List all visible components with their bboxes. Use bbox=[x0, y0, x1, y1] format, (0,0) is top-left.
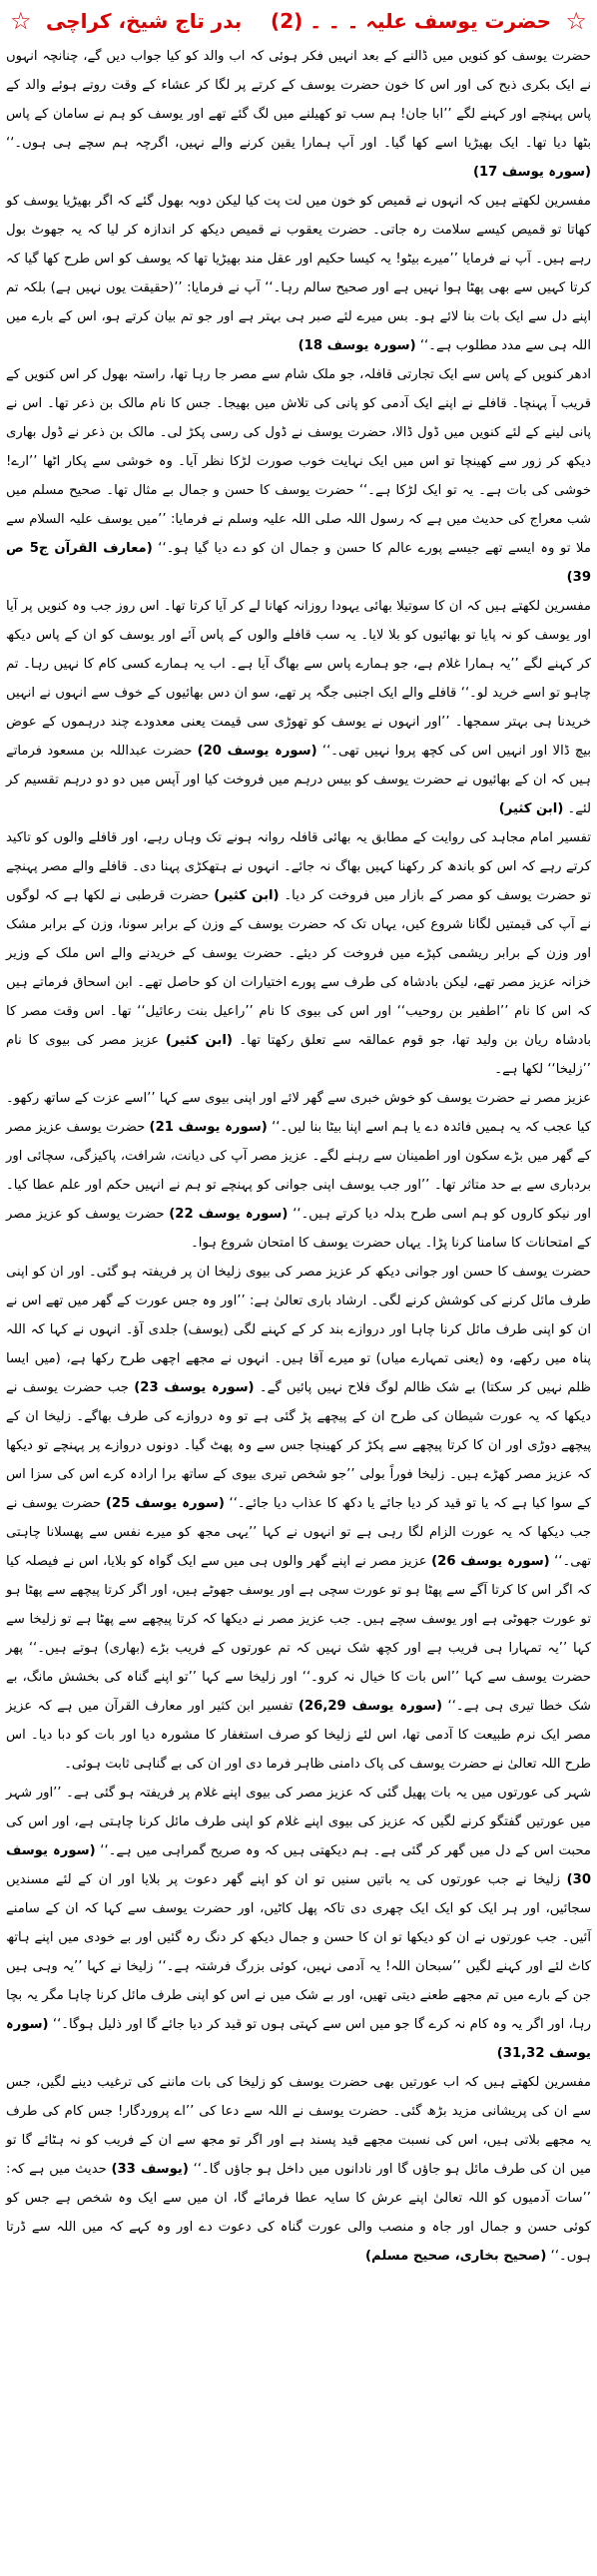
text-segment: حضرت یوسف نے جب دیکھا کہ یہ عورت الزام لگا رہی ہے تو انہوں نے کہا ’’یہی مجھ کو میرے نفس سے پھسلانا چاہتی تھی۔‘‘ bbox=[6, 1496, 591, 1569]
quran-reference: (سورہ یوسف 23) bbox=[134, 1380, 255, 1395]
text-segment: زلیخا نے جب عورتوں کی یہ باتیں سنیں تو ان کو اپنے گھر دعوت پر بلایا اور ان کے لئے مسندیں سجائیں، اور ہر ایک کو ایک ایک چھری دی تاکہ پھل کاٹیں، اور حضرت یوسف سے کہا کہ ان کے سامنے آئیں۔ جب عورتوں نے ان کو دیکھا تو ان کا حسن و جمال دیکھ کر دنگ رہ گئیں اور بے خودی میں اپنے ہاتھ کاٹ لئے اور کہنے لگیں ’’سبحان اللہ! یہ آدمی نہیں، کوئی بزرگ فرشتہ ہے۔‘‘ زلیخا نے کہا ’’یہ وہی ہیں جن کے بارے میں تم مجھے طعنے دیتی تھیں، اور بے شک میں نے اس کو اپنی طرف مائل کرنا چاہا مگر یہ بچا رہا، اور اگر یہ وہ کام نہ کرے گا جو میں اس سے کہتی ہوں تو قید کر دیا جائے گا اور ذلیل ہوگا۔‘‘ bbox=[6, 1872, 591, 2032]
text-segment: حضرت یوسف کو عزیز مصر کے امتحانات کا سامنا کرنا پڑا۔ یہاں حضرت یوسف کا امتحان شروع ہوا۔ bbox=[6, 1207, 591, 1251]
quran-reference: (سورہ یوسف 26,29) bbox=[298, 1699, 443, 1714]
quran-reference: (سورہ یوسف 31,32) bbox=[6, 2017, 591, 2061]
text-segment: مفسرین لکھتے ہیں کہ ان کا سوتیلا بھائی یہودا روزانہ کھانا لے کر آیا کرتا تھا۔ اس روز جب وہ کنویں پر آیا اور یوسف کو نہ پایا تو بھائیوں کو بلا لایا۔ یہ سب قافلے والوں کے پاس آئے اور یوسف کو ان کے پاس دیکھ کر کہنے لگے ’’یہ ہمارا غلام ہے، جو ہمارے پاس سے بھاگ آیا ہے۔ اب یہ ہمارے کسی کام کا نہیں رہا۔ تم چاہو تو اسے خرید لو۔‘‘ قافلے والے ایک اجنبی جگہ پر تھے، سو ان دس بھائیوں کے خوف سے انہوں نے انہیں خریدنا ہی بہتر سمجھا۔ ’’اور انہوں نے یوسف کو تھوڑی سی قیمت یعنی معدودے چند درہموں کے عوض بیچ ڈالا اور انہیں اس کی کچھ پروا نہیں تھی۔‘‘ bbox=[6, 599, 591, 759]
star-icon: ☆ bbox=[565, 7, 587, 35]
text-segment: تفسیر امام مجاہد کی روایت کے مطابق یہ بھائی قافلہ روانہ ہونے تک وہاں رہے، اور قافلے والوں کو تاکید کرتے رہے کہ اس کو باندھ کر رکھنا کہیں بھاگ نہ جائے۔ انہوں نے ہتھکڑی پہنا دی۔ قافلے والے مصر پہنچے تو حضرت یوسف کو مصر کے بازار میں فروخت کر دیا۔ bbox=[6, 830, 592, 903]
text-segment: تفسیر ابن کثیر اور معارف القرآن میں ہے کہ عزیز مصر ایک نرم طبیعت کا آدمی تھا، اس لئے زلیخا کو صرف استغفار کا مشورہ دیا اور بات کو دبا دیا۔ اس طرح اللہ تعالیٰ نے حضرت یوسف کی پاک دامنی ظاہر فرما دی اور ان کی بے گناہی ثابت ہوئی۔ bbox=[6, 1699, 591, 1772]
paragraph bbox=[6, 823, 591, 1084]
quran-reference: (سورہ یوسف 26) bbox=[431, 1554, 550, 1569]
text-segment: حدیث میں ہے کہ: ’’سات آدمیوں کو اللہ تعالیٰ اپنے عرش کا سایہ عطا فرمائے گا، ان میں سے ایک وہ شخص ہے جس کو کوئی حسن و جمال اور جاہ و منصب والی عورت گناہ کی دعوت دے اور وہ کہے کہ میں اللہ سے ڈرتا ہوں۔‘‘ bbox=[6, 2162, 591, 2264]
quran-reference: (سورہ یوسف 25) bbox=[105, 1496, 225, 1511]
quran-reference: (سورہ یوسف 20) bbox=[197, 744, 317, 759]
text-segment: شہر کی عورتوں میں یہ بات پھیل گئی کہ عزیز مصر کی بیوی اپنے غلام پر فریفتہ ہو گئی ہے۔ ’’اور شہر میں عورتیں گفتگو کرنے لگیں کہ عزیز کی بیوی اپنے غلام کو اپنی طرف مائل کرنا چاہتی ہے، اور اس کی محبت اس کے دل میں گھر کر گئی ہے۔ ہم دیکھتی ہیں کہ وہ صریح گمراہی میں ہے۔‘‘ bbox=[6, 1786, 591, 1858]
text-segment: حضرت یوسف کو کنویں میں ڈالنے کے بعد انہیں فکر ہوئی کہ اب والد کو کیا جواب دیں گے، چنانچہ انہوں نے ایک بکری ذبح کی اور اس کا خون حضرت یوسف کے کرتے پر لگا کر عشاء کے وقت روتے ہوئے والد کے پاس پہنچے اور کہنے لگے ’’ابا جان! ہم سب تو کھیلنے میں لگ گئے تھے اور یوسف کو ہم نے سامان کے پاس بٹھا دیا تھا۔ ایک بھیڑیا اسے کھا گیا۔ اور آپ ہمارا یقین کرنے والے نہیں، اگرچہ ہم سچے ہی ہوں۔‘‘ bbox=[6, 49, 591, 151]
quran-reference: (سورہ یوسف 21) bbox=[149, 1120, 268, 1135]
quran-reference: (سورہ یوسف 30) bbox=[6, 1843, 591, 1887]
text-segment: حضرت یوسف کا حسن اور جوانی دیکھ کر عزیز مصر کی بیوی زلیخا ان پر فریفتہ ہو گئی۔ اور ان کو اپنی طرف مائل کرنے کی کوشش کرنے لگی۔ ارشاد باری تعالیٰ ہے: ’’اور وہ جس عورت کے گھر میں تھے اس نے ان کو اپنی طرف مائل کرنا چاہا اور دروازے بند کر کے کہنے لگی (یوسف) جلدی آؤ۔ انہوں نے کہا کہ اللہ پناہ میں رکھے، وہ (یعنی تمہارے میاں) تو میرے آقا ہیں۔ انہوں نے مجھے اچھی طرح رکھا ہے، (میں ایسا ظلم نہیں کر سکتا) بے شک ظالم لوگ فلاح نہیں پائیں گے۔ bbox=[6, 1265, 591, 1395]
text-segment: جب حضرت یوسف نے دیکھا کہ یہ عورت شیطان کی طرح ان کے پیچھے پڑ گئی ہے تو وہ دروازے کی طرف بھاگے۔ زلیخا ان کے پیچھے دوڑی اور ان کا کرتا پیچھے سے پکڑ کر کھینچا جس سے وہ پھٹ گیا۔ دونوں دروازے پر پہنچے تو دیکھا کہ عزیز مصر کھڑے ہیں۔ زلیخا فوراً بولی ’’جو شخص تیری بیوی کے ساتھ برا ارادہ کرے اس کی سزا اس کے سوا کیا ہے کہ یا تو قید کر دیا جائے یا دکھ کا عذاب دیا جائے۔‘‘ bbox=[6, 1380, 592, 1511]
quran-reference: (سورہ یوسف 18) bbox=[298, 338, 416, 353]
star-icon: ☆ bbox=[10, 7, 32, 35]
paragraph bbox=[6, 1084, 591, 1258]
text-segment: عزیز مصر کی بیوی کا نام ’’زلیخا‘‘ لکھا ہے۔ bbox=[6, 1033, 591, 1077]
text-segment: عزیز مصر نے حضرت یوسف کو خوش خبری سے گھر لائے اور اپنی بیوی سے کہا ’’اسے عزت کے ساتھ رکھو۔ کیا عجب کہ یہ ہمیں فائدہ دے یا ہم اسے اپنا بیٹا بنا لیں۔‘‘ bbox=[6, 1091, 591, 1135]
text-segment: حضرت عبداللہ بن مسعود فرماتے ہیں کہ ان کے بھائیوں نے حضرت یوسف کو بیس درہم میں فروخت کیا اور آپس میں دو دو درہم تقسیم کر لئے۔ bbox=[6, 744, 591, 816]
paragraph bbox=[6, 187, 591, 360]
paragraph bbox=[6, 360, 591, 592]
article-title: حضرت یوسف علیہ ۔ ۔ ۔ (2) bbox=[271, 9, 552, 33]
quran-reference: (یوسف 33) bbox=[111, 2162, 189, 2177]
text-segment: حضرت قرطبی نے لکھا ہے کہ لوگوں نے آپ کی قیمتیں لگانا شروع کیں، یہاں تک کہ حضرت یوسف کے وزن کے برابر سونا، وزن کے برابر مشک اور وزن کے برابر ریشمی کپڑے میں فروخت کر دیئے۔ حضرت یوسف کے خریدنے والے اس ملک کے وزیر خزانہ عزیز مصر تھے، لیکن بادشاہ کی طرف سے پورے اختیارات ان کو حاصل تھے۔ ابن اسحاق فرماتے ہیں کہ اس کا نام ’’اطفیر بن روحیب‘‘ اور اس کی بیوی کا نام ’’راعیل بنت رعائیل‘‘ تھا۔ اس وقت مصر کا بادشاہ ریان بن ولید تھا، جو قوم عمالقہ سے تعلق رکھتا تھا۔ bbox=[6, 888, 592, 1048]
quran-reference: (ابن کثیر) bbox=[165, 1033, 233, 1048]
quran-reference: (معارف القرآن ج5 ص 39) bbox=[6, 541, 591, 585]
paragraph bbox=[6, 2068, 591, 2271]
text-segment: عزیز مصر نے اپنے گھر والوں ہی میں سے ایک گواہ کو بلایا، اس نے فیصلہ کیا کہ اگر اس کا کرتا آگے سے پھٹا ہو تو عورت سچی ہے اور یوسف جھوٹے ہیں، اور اگر کرتا پیچھے سے پھٹا ہو تو عورت جھوٹی ہے اور یوسف سچے ہیں۔ جب عزیز مصر نے دیکھا کہ کرتا پیچھے سے پھٹا ہے تو زلیخا سے کہا ’’یہ تمہارا ہی فریب ہے اور کچھ شک نہیں کہ تم عورتوں کے فریب بڑے (بھاری) ہوتے ہیں۔‘‘ پھر حضرت یوسف سے کہا ’’اس بات کا خیال نہ کرو۔‘‘ اور زلیخا سے کہا ’’تو اپنے گناہ کی بخشش مانگ، بے شک خطا تیری ہی ہے۔‘‘ bbox=[6, 1554, 591, 1714]
paragraph bbox=[6, 1779, 591, 2068]
text-segment: مفسرین لکھتے ہیں کہ اب عورتیں بھی حضرت یوسف کو زلیخا کی بات ماننے کی ترغیب دینے لگیں، جس سے ان کی پریشانی مزید بڑھ گئی۔ حضرت یوسف نے اللہ سے دعا کی ’’اے پروردگار! جس کام کی طرف یہ مجھے بلاتی ہیں، اس کی نسبت مجھے قید پسند ہے اور اگر تو مجھ سے ان کے فریب کو نہ ہٹائے گا تو میں ان کی طرف مائل ہو جاؤں گا اور نادانوں میں داخل ہو جاؤں گا۔‘‘ bbox=[6, 2075, 592, 2177]
paragraph bbox=[6, 592, 591, 823]
article-body bbox=[6, 42, 591, 2271]
paragraph bbox=[6, 42, 591, 187]
article-author: بدر تاج شیخ، کراچی bbox=[45, 9, 243, 33]
quran-reference: (ابن کثیر) bbox=[214, 888, 280, 903]
text-segment: حضرت یوسف عزیز مصر کے گھر میں بڑے سکون اور اطمینان سے رہنے لگے۔ عزیز مصر آپ کی دیانت، شرافت، پاکیزگی، سچائی اور بردباری سے بے حد متاثر تھا۔ ’’اور جب یوسف اپنی جوانی کو پہنچے تو ہم نے انہیں حکم اور علم عطا کیا۔ اور نیکو کاروں کو ہم اسی طرح بدلہ دیا کرتے ہیں۔‘‘ bbox=[6, 1120, 591, 1222]
quran-reference: (ابن کثیر) bbox=[498, 801, 564, 816]
text-segment: مفسرین لکھتے ہیں کہ انہوں نے قمیص کو خون میں لت پت کیا لیکن دوبہ بھول گئے کہ اگر بھیڑیا یوسف کو کھاتا تو قمیص کیسے سلامت رہ جاتی۔ حضرت یعقوب نے قمیص دیکھ کر اندازہ کر لیا کہ یہ جھوٹ بول رہے ہیں۔ آپ نے فرمایا ’’میرے بیٹو! یہ کیسا حکیم اور عقل مند بھیڑیا تھا کہ یوسف کو اس طرح کھا گیا کہ کرتا کہیں سے بھی پھٹا ہوا نہیں ہے اور صحیح سالم رہا۔‘‘ آپ نے فرمایا: ’’(حقیقت یوں نہیں ہے) بلکہ تم اپنے دل سے ایک بات بنا لائے ہو۔ بس میرے لئے صبر ہی بہتر ہے اور جو تم بیان کرتے ہو، اس کے بارے میں اللہ ہی سے مدد مطلوب ہے۔‘‘ bbox=[6, 194, 591, 353]
quran-reference: (سورہ یوسف 22) bbox=[169, 1207, 289, 1222]
article-header bbox=[6, 2, 591, 40]
paragraph bbox=[6, 1258, 591, 1779]
text-segment: ادھر کنویں کے پاس سے ایک تجارتی قافلہ، جو ملک شام سے مصر جا رہا تھا، راستہ بھول کر اس کنویں کے قریب آ پہنچا۔ قافلے نے اپنے ایک آدمی کو پانی کی تلاش میں بھیجا۔ جس کا نام مالک بن ذعر تھا۔ اس نے پانی لینے کے لئے کنویں میں ڈول ڈالا، حضرت یوسف نے ڈول کی رسی پکڑ لی۔ مالک بن ذعر نے ڈول بھاری دیکھ کر زور سے کھینچا تو اس میں ایک نہایت خوب صورت لڑکا نظر آیا۔ وہ خوشی سے پکار اٹھا ’’ارے! خوشی کی بات ہے۔ یہ تو ایک لڑکا ہے۔‘‘ حضرت یوسف کا حسن و جمال بے مثال تھا۔ صحیح مسلم میں شب معراج کی حدیث میں ہے کہ رسول اللہ صلی اللہ علیہ وسلم نے فرمایا: ’’میں یوسف علیہ السلام سے ملا تو وہ ایسے تھے جیسے پورے عالم کا حسن و جمال ان کو دے دیا گیا ہو۔‘‘ bbox=[6, 367, 591, 556]
quran-reference: (صحیح بخاری، صحیح مسلم) bbox=[364, 2249, 547, 2264]
quran-reference: (سورہ یوسف 17) bbox=[472, 165, 591, 180]
